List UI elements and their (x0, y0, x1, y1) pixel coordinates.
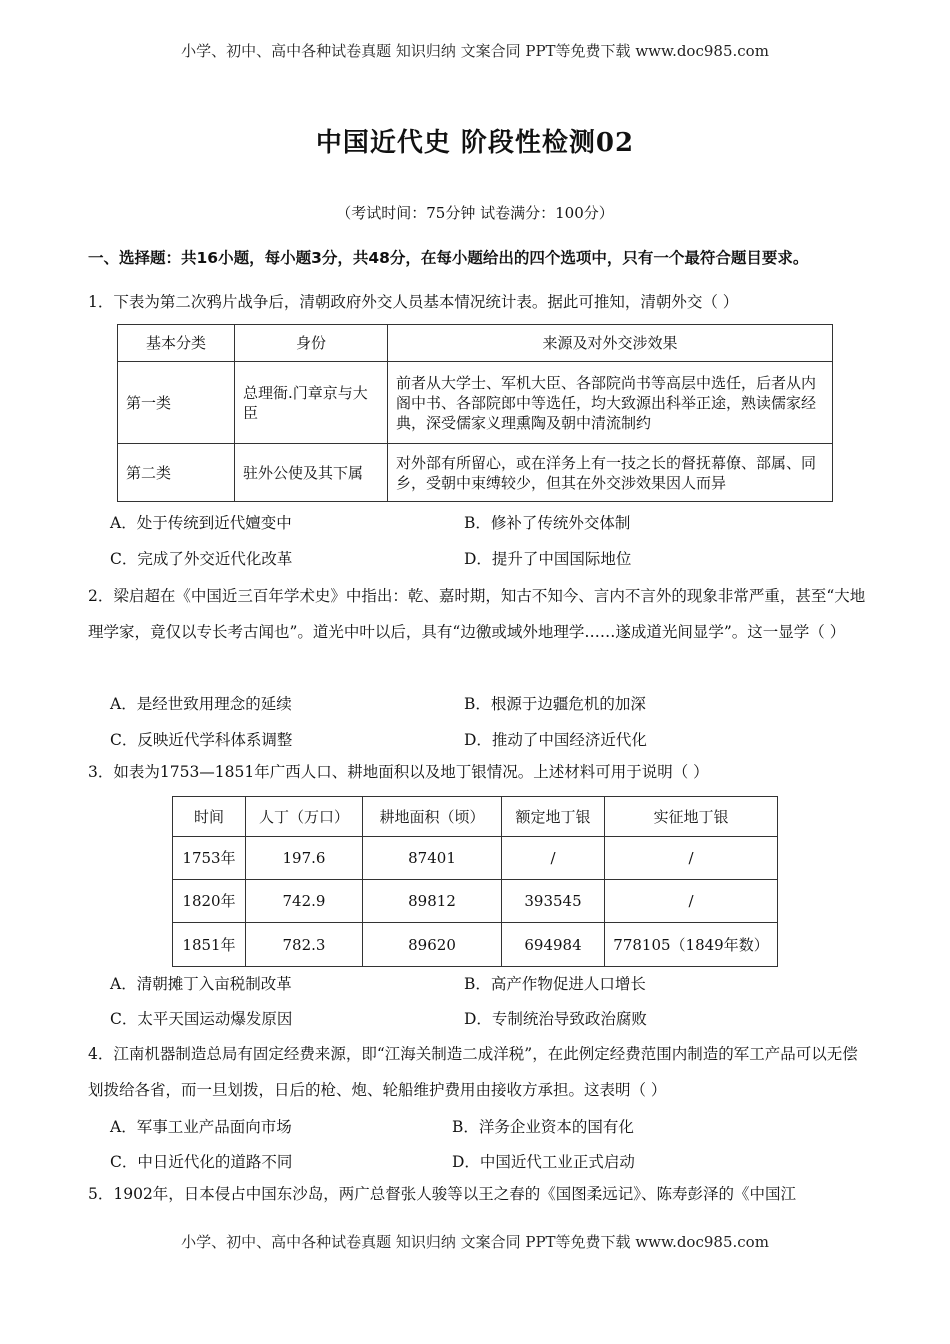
q4-option-c: C．中日近代化的道路不同 (110, 1153, 293, 1171)
table-cell: / (605, 880, 778, 923)
table-row (118, 444, 833, 502)
table-header-cell: 额定地丁银 (502, 797, 605, 837)
table-cell: 前者从大学士、军机大臣、各部院尚书等高层中选任，后者从内阁中书、各部院郎中等选任，均大致源出科举正途，熟读儒家经典，深受儒家义理熏陶及朝中清流制约 (388, 362, 833, 444)
q2-option-a: A．是经世致用理念的延续 (110, 695, 292, 713)
table-header-cell: 来源及对外交涉效果 (388, 325, 833, 362)
q4-option-b: B．洋务企业资本的国有化 (452, 1118, 634, 1136)
q2-option-c: C．反映近代学科体系调整 (110, 731, 293, 749)
q3-option-b: B．高产作物促进人口增长 (464, 975, 646, 993)
table-header-cell: 实征地丁银 (605, 797, 778, 837)
table-row (173, 923, 778, 967)
q1-option-d: D．提升了中国国际地位 (464, 550, 632, 568)
table-cell: 1820年 (173, 880, 246, 923)
q3-table (172, 796, 778, 967)
q2-option-b: B．根源于边疆危机的加深 (464, 695, 646, 713)
q4-option-d: D．中国近代工业正式启动 (452, 1153, 635, 1171)
section-heading: 一、选择题：共16小题，每小题3分，共48分，在每小题给出的四个选项中，只有一个最符合题目要求。 (88, 249, 809, 267)
q1-option-c: C．完成了外交近代化改革 (110, 550, 293, 568)
table-cell: 782.3 (246, 923, 363, 967)
table-cell: 87401 (363, 837, 502, 880)
table-cell: 驻外公使及其下属 (235, 444, 388, 502)
page-footer: 小学、初中、高中各种试卷真题 知识归纳 文案合同 PPT等免费下载 www.doc985.com (181, 1233, 769, 1251)
table-cell: 89620 (363, 923, 502, 967)
table-cell: 1851年 (173, 923, 246, 967)
table-cell: 第二类 (118, 444, 235, 502)
table-header-cell: 人丁（万口） (246, 797, 363, 837)
q1-option-a: A．处于传统到近代嬗变中 (110, 514, 292, 532)
table-cell: 742.9 (246, 880, 363, 923)
table-row (173, 837, 778, 880)
exam-subtitle: （考试时间：75分钟 试卷满分：100分） (336, 204, 614, 222)
q3-option-a: A．清朝摊丁入亩税制改革 (110, 975, 292, 993)
table-cell: 393545 (502, 880, 605, 923)
table-cell: 778105（1849年数） (605, 923, 778, 967)
table-cell: 对外部有所留心，或在洋务上有一技之长的督抚幕僚、部属、同乡，受朝中束缚较少，但其在外交涉效果因人而异 (388, 444, 833, 502)
table-cell: 197.6 (246, 837, 363, 880)
table-cell: 1753年 (173, 837, 246, 880)
exam-title: 中国近代史 阶段性检测02 (315, 128, 635, 158)
q5-stem: 5．1902年，日本侵占中国东沙岛，两广总督张人骏等以王之春的《国图柔远记》、陈寿彭泽的《中国江 (88, 1185, 797, 1203)
table-header-cell: 基本分类 (118, 325, 235, 362)
q2-stem: 2．梁启超在《中国近三百年学术史》中指出：乾、嘉时期，知古不知今、言内不言外的现象非常严重，甚至“大地理学家，竟仅以专长考古闻也”。道光中叶以后，具有“边徼或域外地理学……遂成道光间显学”。这一显学（ ） (88, 587, 866, 641)
table-header-row (173, 797, 778, 837)
table-cell: / (605, 837, 778, 880)
table-cell: / (502, 837, 605, 880)
q2-option-d: D．推动了中国经济近代化 (464, 731, 647, 749)
q3-option-c: C．太平天国运动爆发原因 (110, 1010, 293, 1028)
table-row (173, 880, 778, 923)
table-header-row (118, 325, 833, 362)
q4-option-a: A．军事工业产品面向市场 (110, 1118, 292, 1136)
table-cell: 694984 (502, 923, 605, 967)
q3-stem: 3．如表为1753—1851年广西人口、耕地面积以及地丁银情况。上述材料可用于说明（ ） (88, 763, 709, 781)
table-row (118, 362, 833, 444)
q1-table (117, 324, 833, 502)
q1-option-b: B．修补了传统外交体制 (464, 514, 631, 532)
table-cell: 第一类 (118, 362, 235, 444)
table-header-cell: 身份 (235, 325, 388, 362)
table-cell: 总理衙.门章京与大臣 (235, 362, 388, 444)
page-header: 小学、初中、高中各种试卷真题 知识归纳 文案合同 PPT等免费下载 www.doc985.com (181, 42, 769, 60)
q3-option-d: D．专制统治导致政治腐败 (464, 1010, 647, 1028)
q4-stem: 4．江南机器制造总局有固定经费来源，即“江海关制造二成洋税”，在此例定经费范围内制造的军工产品可以无偿划拨给各省，而一旦划拨，日后的枪、炮、轮船维护费用由接收方承担。这表明（ ） (88, 1045, 858, 1099)
table-header-cell: 时间 (173, 797, 246, 837)
table-cell: 89812 (363, 880, 502, 923)
table-header-cell: 耕地面积（顷） (363, 797, 502, 837)
q1-stem: 1．下表为第二次鸦片战争后，清朝政府外交人员基本情况统计表。据此可推知，清朝外交（ ） (88, 293, 739, 311)
